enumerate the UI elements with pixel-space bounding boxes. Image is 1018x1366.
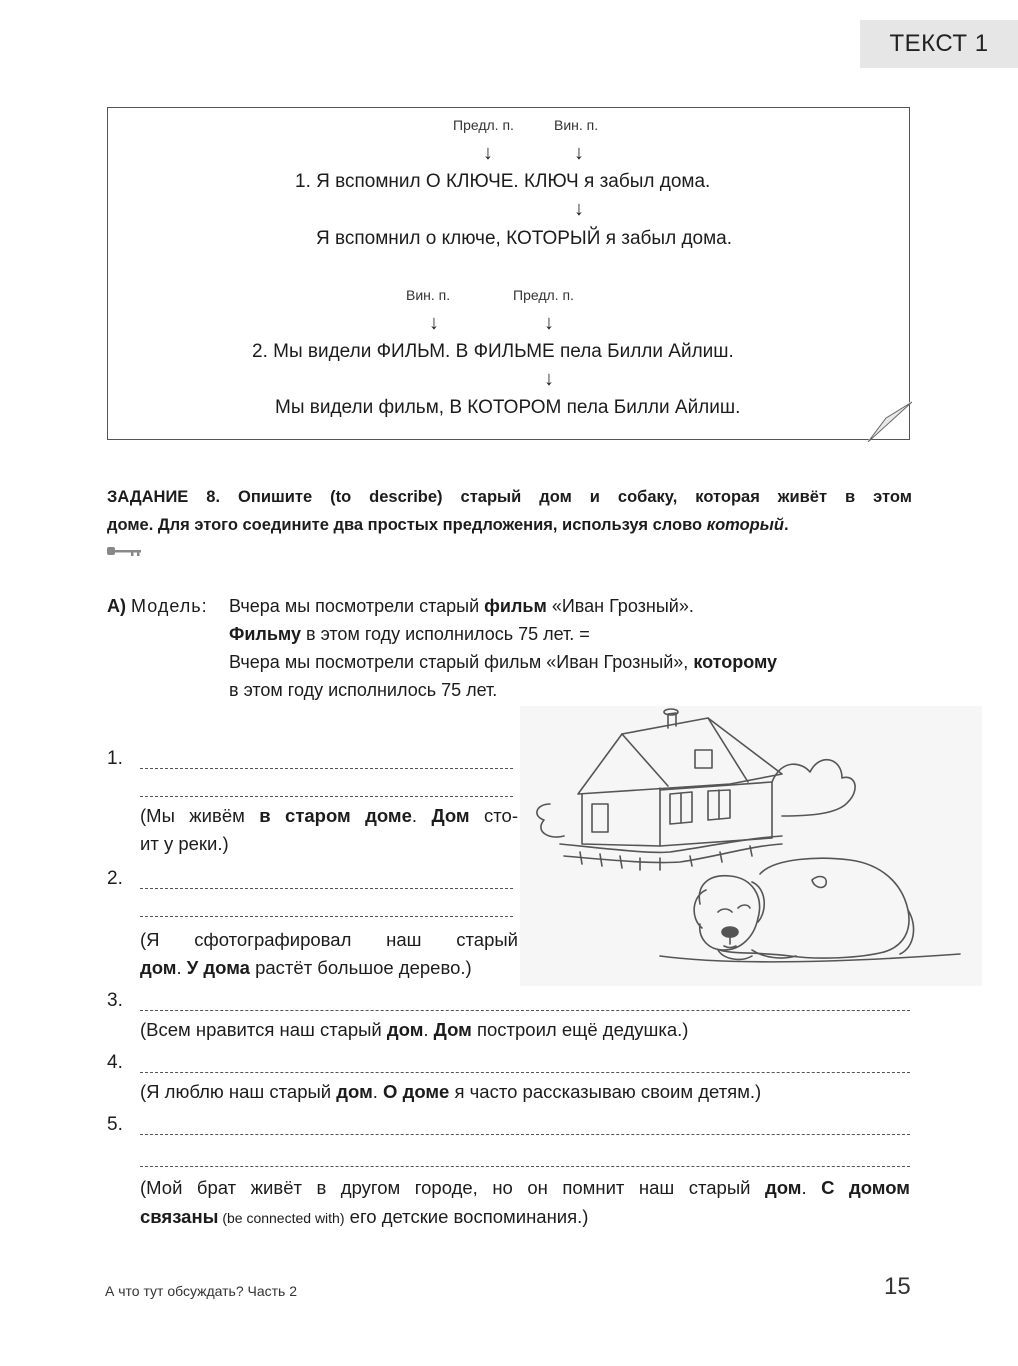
sentence-part: пела Билли Айлиш. [561,397,741,418]
bold-word: которому [693,652,778,672]
answer-blank-line[interactable] [140,1072,910,1073]
model-line-4: в этом году исполнилось 75 лет. [229,680,498,700]
grammar-example-box [107,107,910,440]
sentence-part: пела Билли Айлиш. [554,341,734,362]
relative-pronoun: КОТОРЫЙ [506,228,601,249]
text: сто- [469,805,519,826]
model-line-1 [229,592,694,620]
sentence-part: Я вспомнил о ключе, [316,228,507,249]
highlighted-noun: О КЛЮЧЕ. КЛЮЧ [425,171,579,192]
down-arrow-icon: ↓ [574,198,584,220]
example-2-sentence [252,341,734,363]
bold-word: Дом [433,1019,472,1040]
bold-word: Фильму [229,624,302,644]
house-and-dog-illustration [520,706,982,986]
model-line-3 [229,648,777,676]
text: (Мой брат живёт в другом городе, но он помнит наш старый [140,1177,765,1198]
sentence-part: Мы видели фильм, [275,397,450,418]
bold-word: в старом доме [259,805,412,826]
sentence-part: я забыл дома. [578,171,711,192]
item-5-hint [140,1174,910,1202]
sentence-part: 2. Мы видели [252,341,377,362]
task-text: . [783,516,789,534]
text: . [423,1019,434,1040]
task-line: ЗАДАНИЕ 8. Опишите (to describe) старый дом и собаку, которая живёт в этом [107,488,912,506]
item-number: 1. [107,748,123,769]
page-fold-corner-icon [866,400,912,442]
text: я часто рассказываю своим детям.) [449,1081,762,1102]
text: . [801,1177,822,1198]
bold-word: связаны [140,1206,219,1227]
item-number: 5. [107,1114,123,1135]
example-2-result [275,397,740,419]
relative-pronoun: В КОТОРОМ [449,397,562,418]
item-3-hint [140,1016,688,1044]
task-text: доме. Для этого соедините два простых предложения, используя слово [107,516,707,534]
down-arrow-icon: ↓ [544,368,554,390]
key-icon [106,545,142,557]
task-line [107,511,912,539]
bold-word: дом [140,957,177,978]
answer-blank-line[interactable] [140,888,513,889]
task-8-instructions [107,483,912,539]
answer-blank-line[interactable] [140,916,513,917]
text: (Мы живём [140,805,260,826]
case-label-accusative: Вин. п. [406,287,451,303]
item-5-hint-cont [140,1203,588,1232]
model-line-2 [229,620,590,648]
answer-blank-line[interactable] [140,1166,910,1167]
example-1-result [316,228,732,250]
text: Вчера мы посмотрели старый фильм «Иван Грозный», [229,652,694,672]
answer-blank-line[interactable] [140,1134,910,1135]
text: в этом году исполнилось 75 лет. = [301,624,590,644]
model-word: Модель: [131,596,208,616]
text: «Иван Грозный». [546,596,694,616]
text: растёт большое дерево.) [249,957,472,978]
item-number: 3. [107,990,123,1011]
bold-word: дом [336,1081,373,1102]
sentence-part: я забыл дома. [600,228,733,249]
answer-blank-line[interactable] [140,1010,910,1011]
item-number: 4. [107,1052,123,1073]
case-label-prepositional: Предл. п. [513,287,574,303]
item-2-hint: (Я сфотографировал наш старый [140,929,518,950]
book-title-footer: А что тут обсуждать? Часть 2 [105,1283,298,1299]
bold-word: С домом [821,1177,910,1198]
keyword: который [706,516,784,534]
bold-word: Дом [431,805,470,826]
text: Вчера мы посмотрели старый [229,596,485,616]
down-arrow-icon: ↓ [483,142,493,164]
text: . [372,1081,384,1102]
example-1-sentence [295,171,710,193]
item-letter: А) [107,596,126,616]
answer-blank-line[interactable] [140,768,513,769]
bold-word: О доме [383,1081,450,1102]
item-4-hint [140,1078,761,1106]
text: (Я люблю наш старый [140,1081,337,1102]
sentence-part: 1. Я вспомнил [295,171,426,192]
item-number: 2. [107,868,123,889]
answer-blank-line[interactable] [140,796,513,797]
case-label-accusative: Вин. п. [554,117,599,133]
text: . [411,805,432,826]
bold-word: фильм [484,596,547,616]
bold-word: дом [386,1019,424,1040]
item-1-hint-cont: ит у реки.) [140,833,229,854]
text: его детские воспоминания.) [344,1206,589,1227]
page-number: 15 [884,1273,911,1300]
text: . [176,957,187,978]
bold-word: дом [764,1177,802,1198]
down-arrow-icon: ↓ [429,312,439,334]
model-label [107,592,208,620]
text-section-tab: ТЕКСТ 1 [860,20,1018,68]
translation-gloss: (be connected with) [218,1210,345,1226]
text: (Всем нравится наш старый [140,1019,387,1040]
item-1-hint [140,802,518,830]
bold-word: У дома [186,957,250,978]
item-2-hint-cont [140,954,472,982]
case-label-prepositional: Предл. п. [453,117,514,133]
down-arrow-icon: ↓ [544,312,554,334]
down-arrow-icon: ↓ [574,142,584,164]
text: построил ещё дедушка.) [471,1019,689,1040]
highlighted-noun: ФИЛЬМ. В ФИЛЬМЕ [376,341,555,362]
